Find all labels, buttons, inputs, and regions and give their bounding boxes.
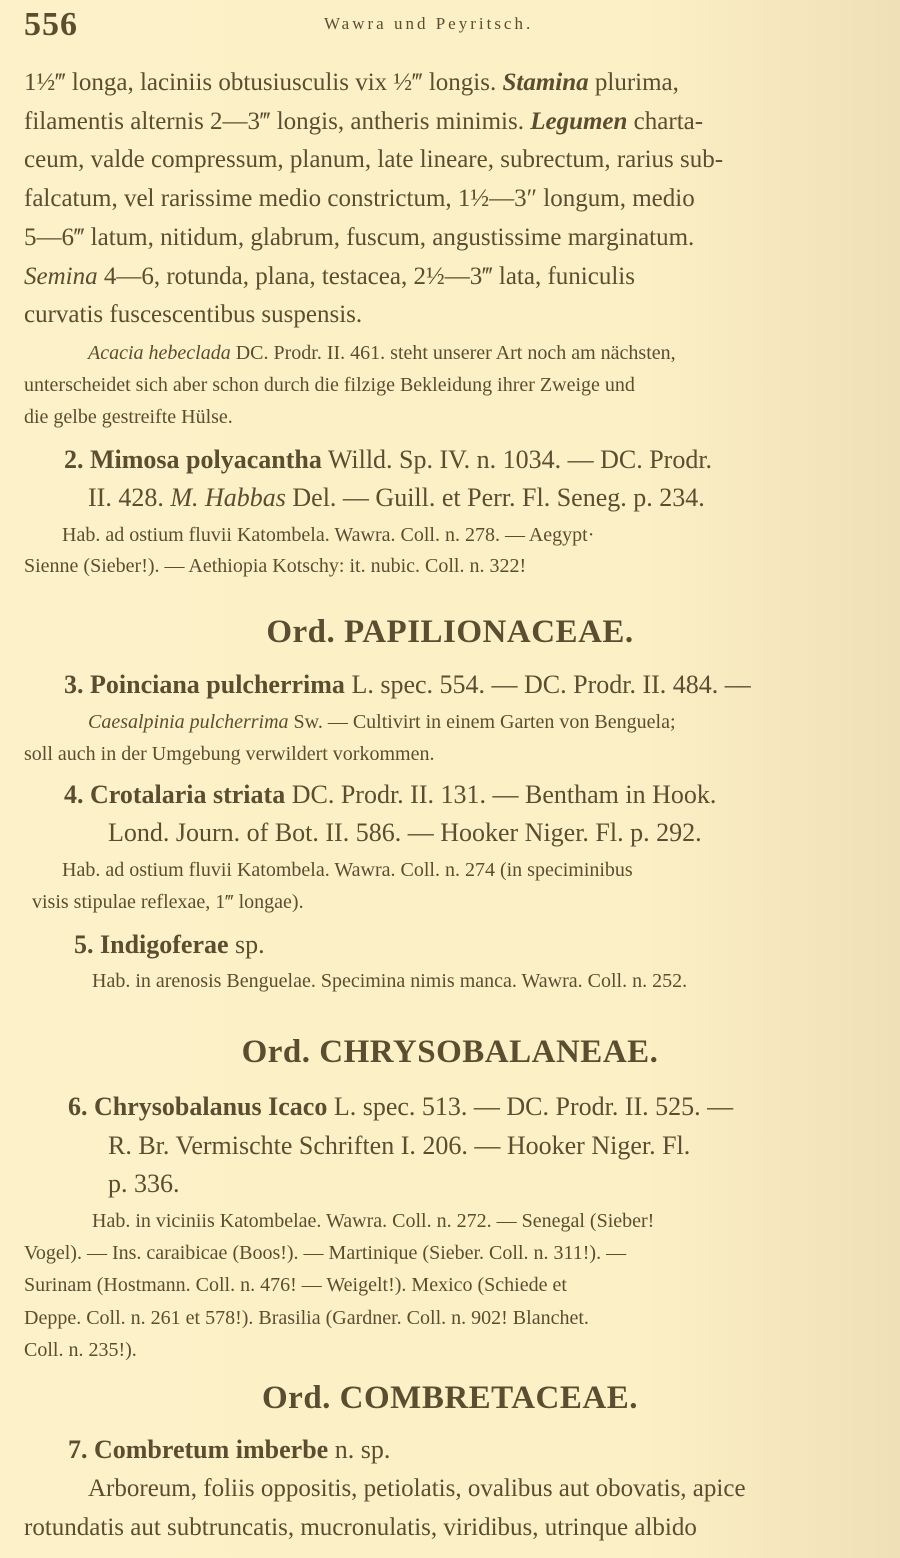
citation: Willd. Sp. IV. n. 1034. — DC. Prodr. bbox=[327, 445, 713, 474]
citation: L. spec. 554. — DC. Prodr. II. 484. — bbox=[351, 670, 751, 699]
text: plurima, bbox=[594, 69, 679, 96]
entry-number: 7. bbox=[68, 1435, 88, 1464]
citation-line: R. Br. Vermischte Schriften I. 206. — Hooker Niger. Fl. bbox=[108, 1131, 691, 1160]
habitat-line: Sienne (Sieber!). — Aethiopia Kotschy: it. nubic. Coll. n. 322! bbox=[24, 555, 527, 577]
entry-number: 2. bbox=[64, 445, 84, 474]
term-semina: Semina bbox=[24, 263, 98, 290]
habitat-line: Coll. n. 235!). bbox=[24, 1339, 137, 1361]
note-line: unterscheidet sich aber schon durch die filzige Bekleidung ihrer Zweige und bbox=[24, 374, 635, 396]
text: DC. Prodr. II. 461. steht unserer Art noch am nächsten, bbox=[235, 342, 676, 364]
text-line: falcatum, vel rarissime medio constrictum, 1½—3″ longum, medio bbox=[24, 185, 695, 212]
species-name: Indigoferae bbox=[100, 930, 229, 959]
text-line: curvatis fuscescentibus suspensis. bbox=[24, 301, 363, 328]
habitat-line: visis stipulae reflexae, 1‴ longae). bbox=[32, 891, 304, 913]
text-line: 5—6‴ latum, nitidum, glabrum, fuscum, angustissime marginatum. bbox=[24, 224, 695, 251]
order-heading: Ord. COMBRETACEAE. bbox=[262, 1380, 638, 1416]
habitat-line: Hab. ad ostium fluvii Katombela. Wawra. Coll. n. 278. — Aegypt· bbox=[62, 524, 595, 546]
synonym: Caesalpinia pulcherrima bbox=[88, 711, 289, 733]
entry-number: 6. bbox=[68, 1092, 88, 1121]
synonym: M. Habbas bbox=[170, 483, 286, 512]
text: Del. — Guill. et Perr. Fl. Seneg. p. 234. bbox=[292, 483, 705, 512]
habitat-line: Hab. in arenosis Benguelae. Specimina nimis manca. Wawra. Coll. n. 252. bbox=[92, 970, 688, 992]
text-line bbox=[24, 262, 635, 292]
species-name: Mimosa polyacantha bbox=[90, 445, 322, 474]
text: Sw. — Cultivirt in einem Garten von Benguela; bbox=[293, 711, 676, 733]
citation-line: p. 336. bbox=[108, 1169, 180, 1198]
entry-heading bbox=[64, 445, 712, 475]
text: II. 428. bbox=[88, 483, 164, 512]
habitat-line: Deppe. Coll. n. 261 et 578!). Brasilia (Gardner. Coll. n. 902! Blanchet. bbox=[24, 1307, 589, 1329]
text: filamentis alternis 2—3‴ longis, antheris minimis. bbox=[24, 108, 524, 135]
entry-heading bbox=[64, 780, 716, 810]
text: 4—6, rotunda, plana, testacea, 2½—3‴ lata, funiculis bbox=[103, 263, 635, 290]
text-line: soll auch in der Umgebung verwildert vorkommen. bbox=[24, 743, 435, 765]
entry-heading bbox=[74, 930, 265, 960]
citation: L. spec. 513. — DC. Prodr. II. 525. — bbox=[333, 1092, 734, 1121]
species-name: Crotalaria striata bbox=[90, 780, 286, 809]
entry-heading bbox=[68, 1092, 733, 1122]
habitat-line: Vogel). — Ins. caraibicae (Boos!). — Martinique (Sieber. Coll. n. 311!). — bbox=[24, 1242, 627, 1264]
text: sp. bbox=[235, 930, 265, 959]
text-line bbox=[24, 107, 703, 137]
citation: DC. Prodr. II. 131. — Bentham in Hook. bbox=[291, 780, 717, 809]
text-line: ceum, valde compressum, planum, late lineare, subrectum, rarius sub- bbox=[24, 146, 724, 173]
term-stamina: Stamina bbox=[502, 69, 589, 96]
note-line bbox=[88, 340, 676, 366]
page-number: 556 bbox=[24, 6, 78, 43]
habitat-line: Hab. in viciniis Katombelae. Wawra. Coll. n. 272. — Senegal (Sieber! bbox=[92, 1210, 655, 1232]
entry-number: 3. bbox=[64, 670, 84, 699]
text-line: Arboreum, foliis oppositis, petiolatis, ovalibus aut obovatis, apice bbox=[88, 1475, 746, 1502]
text: charta- bbox=[633, 108, 704, 135]
habitat-line: Hab. ad ostium fluvii Katombela. Wawra. Coll. n. 274 (in speciminibus bbox=[62, 859, 633, 881]
entry-heading bbox=[68, 1435, 390, 1465]
entry-heading bbox=[64, 670, 751, 700]
text-line: rotundatis aut subtruncatis, mucronulatis, viridibus, utrinque albido bbox=[24, 1514, 697, 1541]
running-title: Wawra und Peyritsch. bbox=[324, 14, 534, 33]
order-heading: Ord. CHRYSOBALANEAE. bbox=[241, 1034, 659, 1070]
citation-line bbox=[88, 483, 705, 513]
taxon-name: Acacia hebeclada bbox=[88, 342, 231, 364]
species-name: Poinciana pulcherrima bbox=[90, 670, 345, 699]
citation-line: Lond. Journ. of Bot. II. 586. — Hooker Niger. Fl. p. 292. bbox=[108, 818, 702, 847]
order-heading: Ord. PAPILIONACEAE. bbox=[266, 614, 634, 650]
species-name: Combretum imberbe bbox=[94, 1435, 329, 1464]
text-line bbox=[24, 68, 679, 98]
text-line bbox=[88, 709, 676, 735]
text: 1½‴ longa, laciniis obtusiusculis vix ½‴ longis. bbox=[24, 69, 497, 96]
entry-number: 5. bbox=[74, 930, 94, 959]
text: n. sp. bbox=[334, 1435, 391, 1464]
entry-number: 4. bbox=[64, 780, 84, 809]
note-line: die gelbe gestreifte Hülse. bbox=[24, 406, 233, 428]
term-legumen: Legumen bbox=[530, 108, 628, 135]
species-name: Chrysobalanus Icaco bbox=[94, 1092, 328, 1121]
habitat-line: Surinam (Hostmann. Coll. n. 476! — Weigelt!). Mexico (Schiede et bbox=[24, 1274, 567, 1296]
